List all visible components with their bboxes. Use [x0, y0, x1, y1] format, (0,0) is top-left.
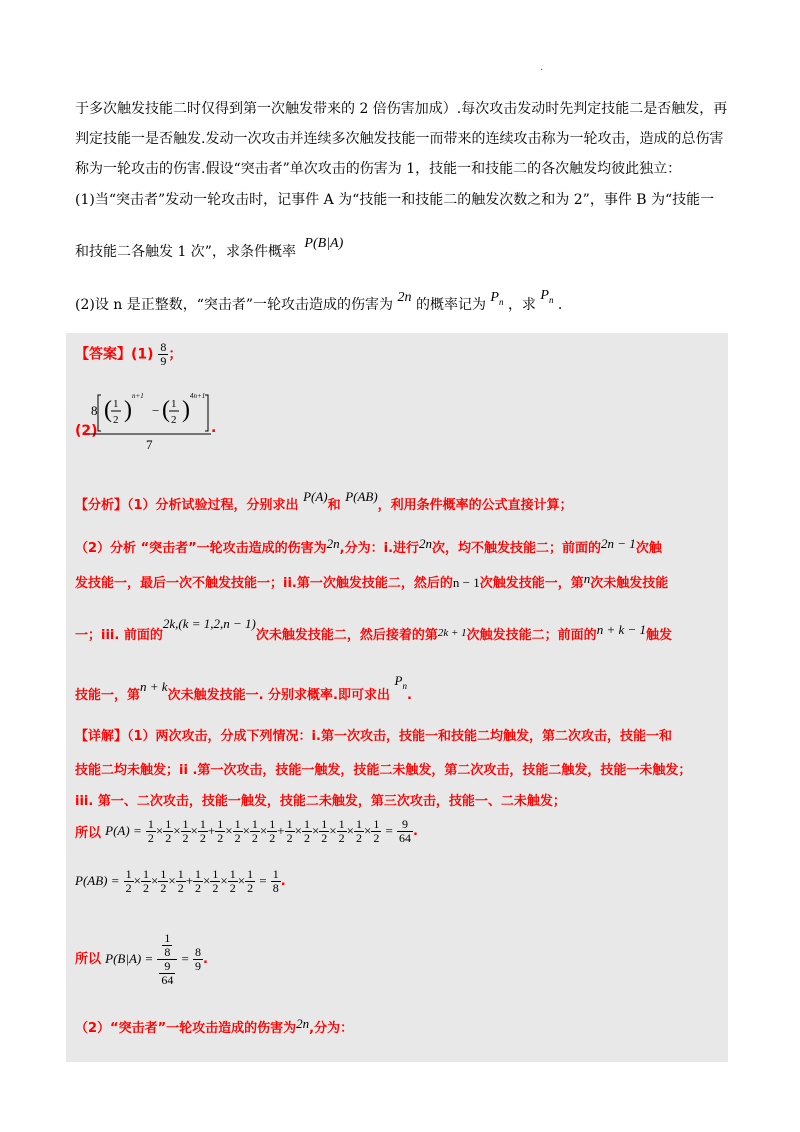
denominator: 2 — [355, 831, 362, 845]
numerator: 1 — [177, 867, 184, 881]
analysis-text: （2）分析 “突击者”一轮攻击造成的伤害为 — [75, 541, 327, 556]
denominator: 2 — [147, 831, 154, 845]
one-half-fraction — [158, 868, 168, 895]
numerator: 1 — [321, 817, 328, 831]
analysis-text: 次触 — [635, 541, 662, 556]
P-B-given-A-lhs: P(B|A) = — [105, 951, 154, 966]
one-half-fraction — [146, 818, 156, 845]
plus-sign: + — [185, 873, 194, 888]
times-sign: × — [237, 873, 246, 888]
question-2-text-b: 的概率记为 — [415, 297, 486, 313]
answer-part-2-formula — [88, 381, 218, 453]
P-symbol: P — [490, 290, 499, 305]
P-AB-expression: P(AB) — [345, 489, 378, 504]
math-2n-minus-1: 2n − 1 — [601, 536, 636, 551]
left-paren-2: ( — [162, 397, 170, 423]
math-2n: 2n — [419, 536, 433, 551]
equation-P-B-given-A: 所以 P(B|A) = $\frac{\frac{1}{8}}{\frac{9}{64}}$ = $\frac{8}{9}$ . — [75, 931, 208, 987]
analysis-line-1 — [75, 489, 573, 513]
analysis-text: 次未触发技能 — [590, 576, 669, 591]
denominator: 9 — [195, 959, 201, 973]
left-bracket — [98, 395, 101, 431]
times-sign: × — [225, 823, 233, 838]
one-half-fraction — [267, 818, 277, 845]
question-2-Pn-a — [490, 290, 503, 305]
times-sign: × — [363, 823, 372, 838]
numerator: 1 — [373, 817, 380, 831]
P-symbol: P — [540, 288, 549, 303]
times-sign: × — [220, 873, 228, 888]
one-half-fraction — [210, 868, 220, 895]
detail-part-2-line — [75, 1017, 353, 1036]
period: . — [412, 824, 418, 839]
denominator: 2 — [229, 881, 236, 895]
main-denominator: 7 — [146, 437, 153, 452]
P-symbol: P — [394, 673, 403, 688]
analysis-line-2 — [75, 537, 662, 556]
one-half-fraction — [181, 818, 191, 845]
analysis-text: 次未触发技能一. 分别求概率.即可求出 — [167, 688, 390, 703]
denominator: 2 — [160, 881, 167, 895]
denominator: 2 — [125, 881, 132, 895]
analysis-text: . — [406, 688, 412, 703]
numerator: 1 — [125, 867, 132, 881]
one-half-fraction — [176, 868, 186, 895]
one-half-fraction — [371, 818, 381, 845]
numerator: 1 — [229, 867, 236, 881]
one-half-fraction — [245, 868, 255, 895]
analysis-line-4 — [75, 616, 673, 643]
question-1-text: 和技能二各触发 1 次”，求条件概率 — [75, 244, 296, 260]
denominator: 2 — [212, 881, 219, 895]
question-2-text-c: ，求 — [507, 297, 536, 313]
period: . — [280, 874, 286, 889]
numerator: 1 — [164, 931, 171, 945]
numerator: 8 — [195, 945, 201, 959]
denominator: 8 — [164, 945, 171, 959]
P-n-expression — [394, 673, 407, 691]
P-AB-lhs: P(AB) = — [75, 873, 120, 888]
analysis-label: 【分析】 — [75, 498, 128, 513]
formula-coefficient: 8 — [91, 403, 98, 418]
one-half-fraction — [250, 818, 260, 845]
numerator: 1 — [251, 817, 258, 831]
one-half-fraction — [124, 868, 134, 895]
denominator: 2 — [338, 831, 345, 845]
answer-part-1-prefix: (1) — [131, 346, 154, 363]
complex-denominator — [157, 960, 177, 987]
question-2-line — [75, 288, 563, 320]
one-half-fraction — [163, 818, 173, 845]
question-1-line-1: (1)当“突击者”发动一轮攻击时，记事件 A 为“技能一和技能二的触发次数之和为 2”，事件 B 为“技能一 — [75, 192, 715, 208]
left-paren-1: ( — [104, 397, 112, 423]
times-sign: × — [329, 823, 337, 838]
answer-label: 【答案】 — [75, 346, 131, 363]
detail-text: ,分为： — [309, 1021, 354, 1036]
right-paren-2: ) — [182, 397, 190, 423]
analysis-text: ，利用条件概率的公式直接计算； — [377, 498, 573, 513]
numerator: 1 — [269, 817, 276, 831]
detail-text: （1）两次攻击，分成下列情况：i.第一次攻击，技能一和技能二均触发，第二次攻击，技能一和 — [127, 729, 672, 744]
times-sign: × — [203, 873, 211, 888]
so-label: 所以 — [75, 826, 102, 841]
one-half-fraction — [354, 818, 364, 845]
numerator: 1 — [199, 817, 206, 831]
math-2n: 2n — [296, 1016, 310, 1031]
denominator: 2 — [286, 831, 293, 845]
times-sign: × — [133, 873, 141, 888]
analysis-line-3 — [75, 572, 668, 591]
one-half-fraction — [233, 818, 243, 845]
detail-text: （2）“突击者”一轮攻击造成的伤害为 — [75, 1021, 297, 1036]
times-sign: × — [173, 823, 181, 838]
answer-part-2-suffix: . — [211, 420, 217, 436]
numerator: 1 — [234, 817, 241, 831]
numerator-fraction — [162, 932, 172, 959]
detail-line-3: iii. 第一、二次攻击，技能一触发，技能二未触发，第三次攻击，技能一、二未触发； — [75, 794, 566, 809]
half-2-numerator: 1 — [171, 398, 177, 410]
numerator: 1 — [272, 867, 279, 881]
numerator: 9 — [397, 818, 413, 832]
math-2k-plus-1: 2k + 1 — [437, 627, 467, 639]
analysis-and: 和 — [327, 498, 341, 513]
denominator: 2 — [234, 831, 241, 845]
analysis-text: ,分为：i.进行 — [339, 541, 420, 556]
denominator: 2 — [143, 881, 149, 895]
problem-line-3: 称为一轮攻击的伤害.假设“突击者”单次攻击的伤害为 1，技能一和技能二的各次触发均彼此独立： — [75, 161, 682, 177]
one-half-fraction — [198, 818, 208, 845]
complex-fraction — [157, 932, 177, 987]
P-A-result — [397, 818, 413, 845]
numerator: 1 — [182, 817, 189, 831]
denominator: 2 — [165, 831, 172, 845]
times-sign: × — [311, 823, 320, 838]
conditional-probability-formula: P(B|A) — [304, 236, 344, 251]
n-subscript: n — [498, 297, 504, 307]
denominator: 2 — [177, 881, 184, 895]
denominator: 2 — [195, 881, 202, 895]
analysis-line-5 — [75, 673, 412, 705]
times-sign: × — [242, 823, 250, 838]
question-2-Pn-b — [540, 288, 553, 303]
denominator: 2 — [373, 831, 380, 845]
answer-line-1 — [75, 341, 182, 368]
denominator: 2 — [321, 831, 328, 845]
math-n-plus-k-minus-1: n + k − 1 — [596, 622, 647, 637]
math-2n: 2n — [326, 536, 340, 551]
numerator: 1 — [355, 817, 362, 831]
problem-line-1: 于多次触发技能二时仅得到第一次触发带来的 2 倍伤害加成）.每次攻击发动时先判定技能二是否触发，再 — [75, 101, 728, 117]
times-sign: × — [346, 823, 354, 838]
n-subscript: n — [402, 681, 407, 691]
equation-P-AB: P(AB) = $\frac{1}{2}$ × $\frac{1}{2}$ × $\frac{1}{2}$ × $\frac{1}{2}$ + $\frac{1}{2}$ × $\frac{1}{2}$ × $\frac{1}{2}$ × $\frac{1}{2}$ = $\frac{1}{8}$ . — [75, 867, 286, 895]
question-2-damage: 2n — [397, 290, 412, 305]
numerator: 1 — [247, 867, 254, 881]
times-sign: × — [168, 873, 176, 888]
one-half-fraction — [141, 868, 151, 895]
times-sign: × — [151, 873, 159, 888]
answer-part-1-fraction — [158, 341, 168, 368]
numerator: 1 — [217, 817, 224, 831]
one-half-fraction — [337, 818, 347, 845]
one-half-fraction — [228, 868, 238, 895]
numerator: 1 — [286, 817, 293, 831]
math-2k-range: 2k,(k = 1,2,n − 1) — [162, 616, 256, 631]
n-subscript: n — [548, 295, 554, 305]
denominator: 64 — [398, 831, 411, 845]
numerator: 1 — [143, 867, 149, 881]
detail-line-1 — [75, 725, 672, 744]
times-sign: × — [259, 823, 268, 838]
times-sign: × — [190, 823, 198, 838]
analysis-text: 次触发技能一，第 — [479, 576, 584, 591]
analysis-text: （1）分析试验过程，分别求出 — [127, 498, 299, 513]
numerator: 1 — [165, 817, 172, 831]
numerator: 8 — [160, 340, 167, 354]
math-n-minus-1: n − 1 — [452, 575, 480, 590]
P-B-given-A-result — [193, 946, 203, 973]
analysis-text: 发技能一，最后一次不触发技能一；ii.第一次触发技能二，然后的 — [75, 576, 453, 591]
one-half-fraction — [285, 818, 295, 845]
numerator: 9 — [159, 960, 175, 974]
answer-part-1-suffix: ； — [168, 346, 183, 363]
denominator: 64 — [161, 973, 174, 987]
so-label: 所以 — [75, 952, 102, 967]
plus-sign: + — [277, 823, 285, 838]
exponent-1: n+1 — [132, 392, 144, 400]
half-1-denominator: 2 — [113, 414, 119, 426]
times-sign: × — [155, 823, 164, 838]
denominator: 2 — [182, 831, 189, 845]
numerator: 1 — [147, 817, 154, 831]
header-mark: . — [540, 62, 544, 73]
P-A-expression: P(A) — [303, 489, 328, 504]
analysis-text: 次未触发技能二，然后接着的第 — [255, 628, 438, 643]
detail-line-2: 技能二均未触发；ii .第一次攻击，技能一触发，技能二未触发，第二次攻击，技能二触发，技能一未触发； — [75, 763, 692, 778]
denominator: 2 — [199, 831, 206, 845]
analysis-text: 技能一，第 — [75, 688, 141, 703]
question-1-line-2 — [75, 236, 344, 263]
denominator: 2 — [269, 831, 276, 845]
period: . — [203, 952, 208, 967]
one-half-fraction — [193, 868, 203, 895]
numerator: 1 — [212, 867, 219, 881]
math-n-plus-k: n + k — [140, 679, 168, 694]
times-sign: × — [294, 823, 302, 838]
right-paren-1: ) — [124, 397, 132, 423]
numerator: 1 — [195, 867, 202, 881]
analysis-text: 触发 — [646, 628, 673, 643]
denominator: 2 — [251, 831, 258, 845]
equation-P-A: 所以 P(A) = $\frac{1}{2}$ × $\frac{1}{2}$ × $\frac{1}{2}$ × $\frac{1}{2}$ + $\frac{1}{2}$ × $\frac{1}{2}$ × $\frac{1}{2}$ × $\frac{1}{2}$ + $\frac{1}{2}$ × $\frac{1}{2}$ × $\frac{1}{2}$ × $\frac{1}{2}$ × $\frac{1}{2}$ × $\frac{1}{2}$ = $\frac{9}{64}$ . — [75, 817, 418, 845]
numerator: 1 — [160, 867, 167, 881]
numerator: 1 — [303, 817, 310, 831]
plus-sign: + — [207, 823, 216, 838]
one-half-fraction — [302, 818, 312, 845]
complex-numerator — [157, 932, 177, 960]
analysis-text: 次触发技能二；前面的 — [466, 628, 597, 643]
denominator: 8 — [272, 881, 279, 895]
right-bracket — [205, 395, 208, 431]
analysis-text: 次，均不触发技能二；前面的 — [432, 541, 602, 556]
numerator: 1 — [338, 817, 345, 831]
P-AB-result — [271, 868, 281, 895]
one-half-fraction — [215, 818, 225, 845]
half-2-denominator: 2 — [171, 414, 177, 426]
half-1-numerator: 1 — [113, 398, 119, 410]
question-2-text-a: (2)设 n 是正整数，“突击者”一轮攻击造成的伤害为 — [75, 297, 394, 313]
denominator: 9 — [160, 354, 167, 368]
math-n: n — [583, 571, 591, 586]
denominator: 2 — [247, 881, 254, 895]
question-2-end: . — [557, 297, 563, 313]
denominator: 2 — [303, 831, 310, 845]
minus-sign: − — [152, 403, 160, 418]
detail-label: 【详解】 — [75, 729, 128, 744]
problem-line-2: 判定技能一是否触发.发动一次攻击并连续多次触发技能一而带来的连续攻击称为一轮攻击，造成的总伤害 — [75, 131, 724, 147]
one-half-fraction — [319, 818, 329, 845]
denominator: 2 — [217, 831, 224, 845]
denominator-fraction — [159, 960, 175, 987]
analysis-text: 一；iii. 前面的 — [75, 628, 163, 643]
answer-part-2-prefix: (2) — [75, 423, 98, 439]
exponent-2: 4n+1 — [190, 392, 206, 400]
P-A-lhs: P(A) = — [105, 823, 142, 838]
